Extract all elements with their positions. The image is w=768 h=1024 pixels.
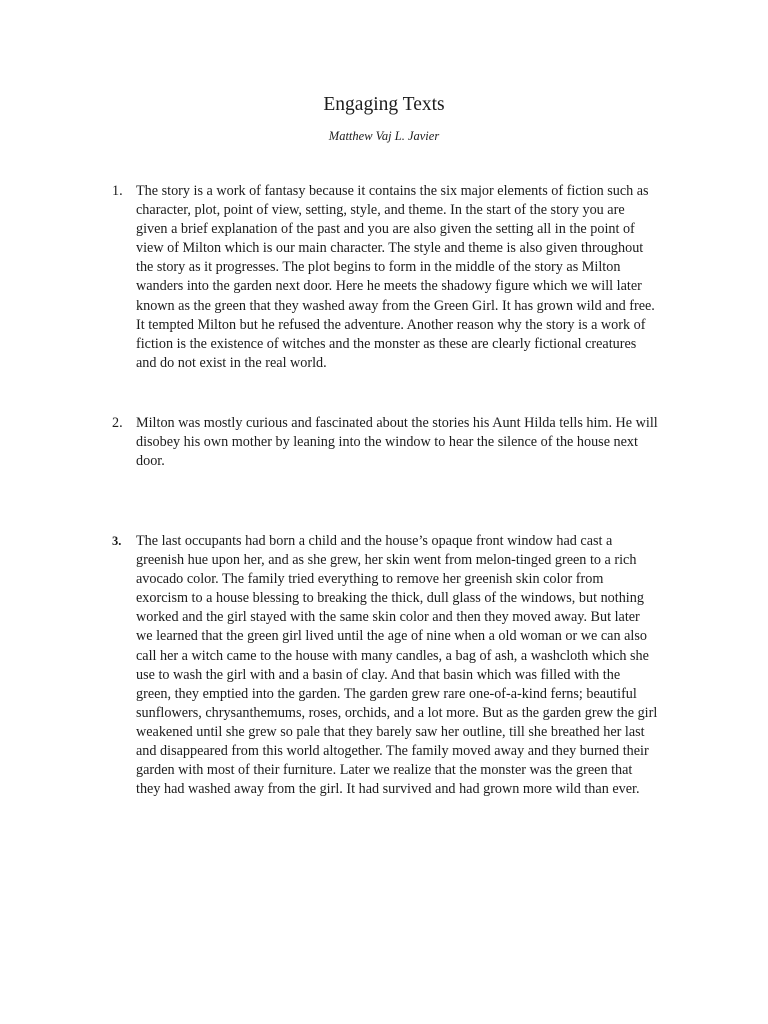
list-item <box>112 182 658 373</box>
list-item-number: 2. <box>112 415 123 431</box>
list-item-text: The last occupants had born a child and the house’s opaque front window had cast a greenish hue upon her, and as she grew, her skin went from melon-tinged green to a rich avocado color. The family tried everything to remove her greenish skin color from exorcism to a house blessing to breaking the thick, dull glass of the windows, but nothing worked and the girl stayed with the same skin color and then they moved away. But later we learned that the green girl lived until the age of nine when a old woman or we can also call her a witch came to the house with many candles, a bag of ash, a washcloth which she use to wash the girl with and a basin of clay. And that basin which was filled with the green, they emptied into the garden. The garden grew rare one-of-a-kind ferns; beautiful sunflowers, chrysanthemums, roses, orchids, and a lot more. But as the garden grew the girl weakened until she grew so pale that they barely saw her outline, till she breathed her last and disappeared from this world altogether. The family moved away and they burned their garden with most of their furniture. Later we realize that the monster was the green that they had washed away from the girl. It had survived and had grown more wild than ever. <box>136 533 658 798</box>
document-author: Matthew Vaj L. Javier <box>328 129 440 143</box>
list-item-text: The story is a work of fantasy because it contains the six major elements of fiction such as character, plot, point of view, setting, style, and theme. In the start of the story you are given a brief explanation of the past and you are also given the setting all in the point of view of Milton which is our main character. The style and theme is also given throughout the story as it progresses. The plot begins to form in the middle of the story as Milton wanders into the garden next door. Here he meets the shadowy figure which we will later known as the green that they washed away from the Green Girl. It has grown wild and free. It tempted Milton but he refused the adventure. Another reason why the story is a work of fiction is the existence of witches and the monster as these are clearly fictional creatures and do not exist in the real world. <box>136 183 655 371</box>
list-item <box>112 532 658 799</box>
list-item-number: 1. <box>112 183 123 199</box>
list-item-number: 3. <box>112 534 122 548</box>
list-item-text: Milton was mostly curious and fascinated about the stories his Aunt Hilda tells him. He will disobey his own mother by leaning into the window to hear the silence of the house next door. <box>136 415 658 470</box>
list-item <box>112 414 658 471</box>
document-title: Engaging Texts <box>323 94 445 115</box>
